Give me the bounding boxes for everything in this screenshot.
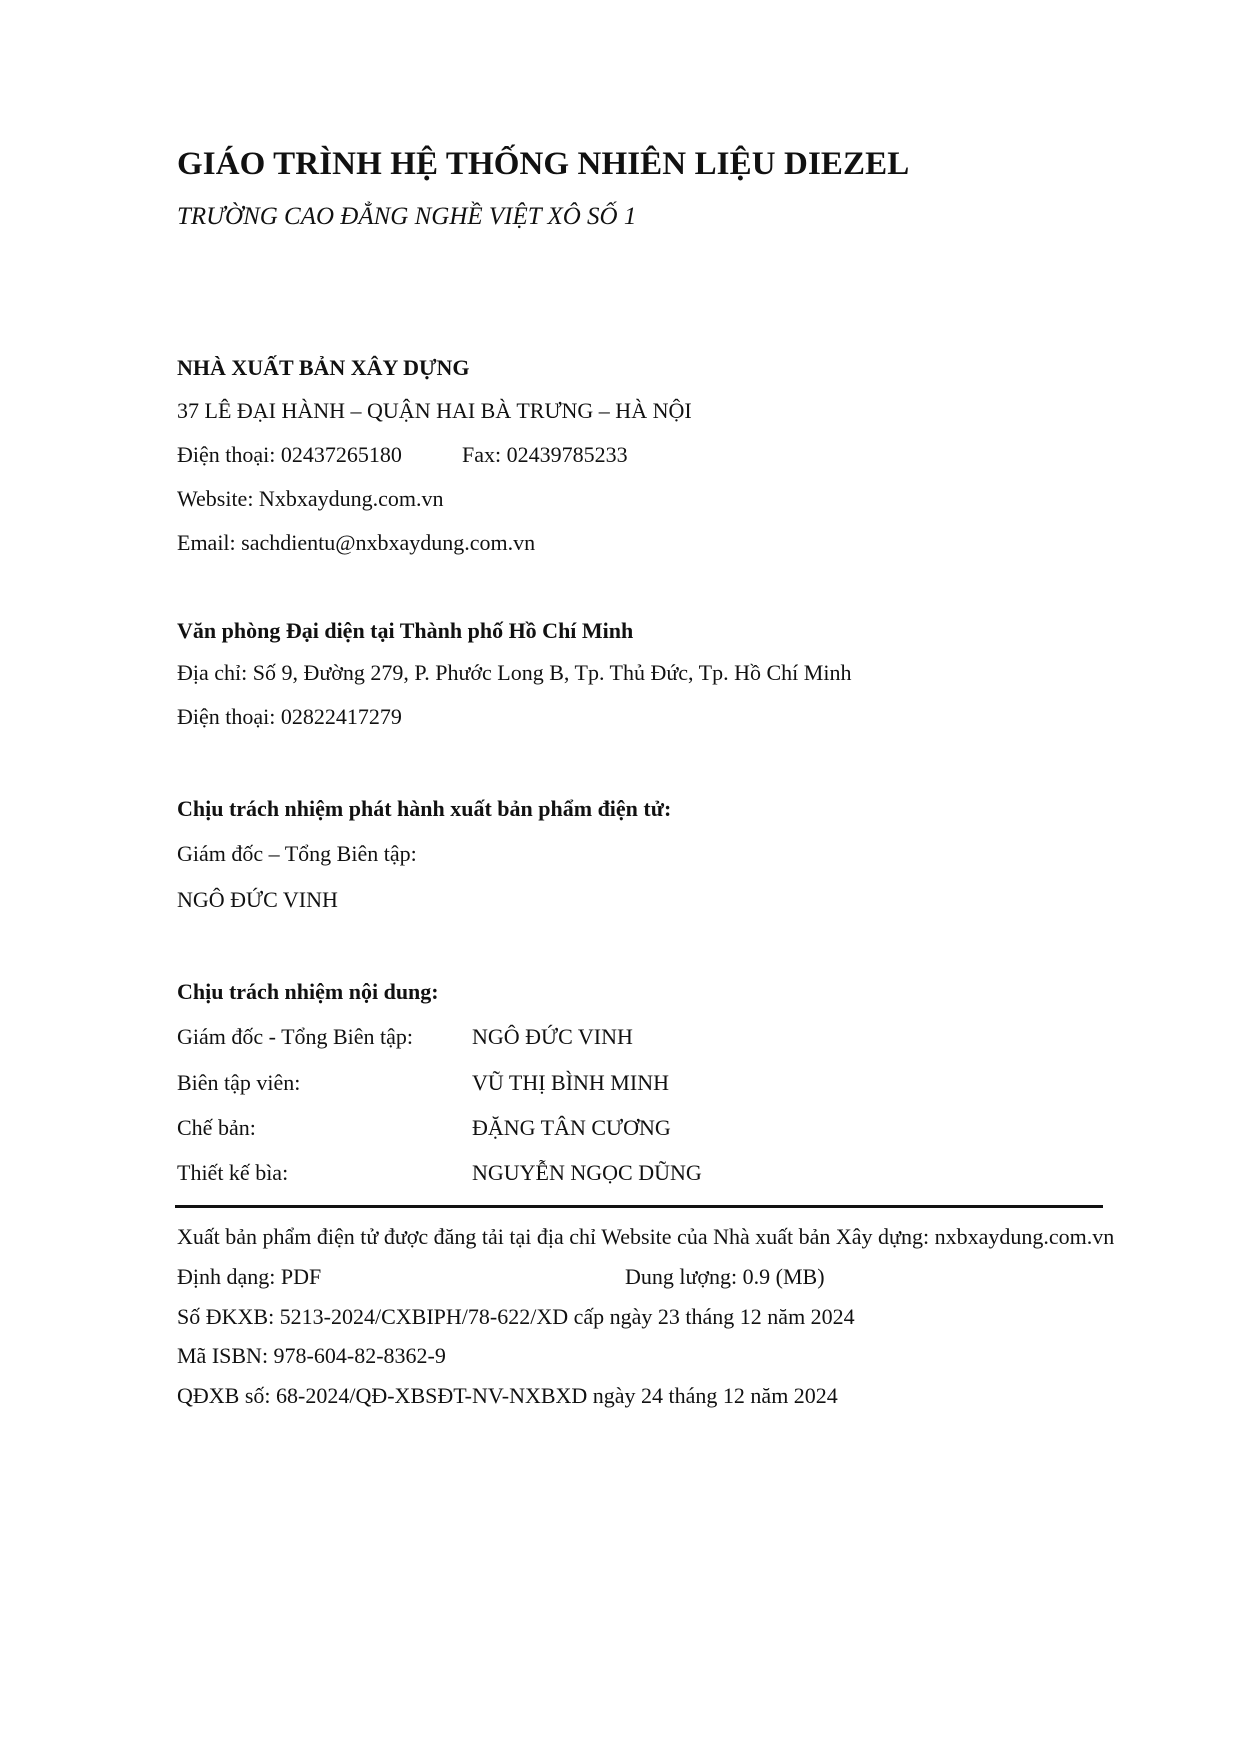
book-subtitle: TRƯỜNG CAO ĐẲNG NGHỀ VIỆT XÔ SỐ 1	[177, 203, 637, 230]
credit-person: NGÔ ĐỨC VINH	[472, 1024, 633, 1049]
distribution-person: NGÔ ĐỨC VINH	[177, 887, 338, 912]
hcm-office-heading: Văn phòng Đại diện tại Thành phố Hồ Chí Minh	[177, 618, 634, 643]
publisher-fax: Fax: 02439785233	[462, 442, 628, 467]
distribution-role: Giám đốc – Tổng Biên tập:	[177, 841, 417, 866]
publisher-phone: Điện thoại: 02437265180	[177, 442, 402, 467]
file-format: Định dạng: PDF	[177, 1264, 322, 1289]
file-size: Dung lượng: 0.9 (MB)	[625, 1264, 825, 1289]
divider-line	[175, 1205, 1103, 1208]
credit-person: VŨ THỊ BÌNH MINH	[472, 1070, 669, 1095]
registration-number: Số ĐKXB: 5213-2024/CXBIPH/78-622/XD cấp ngày 23 tháng 12 năm 2024	[177, 1304, 855, 1329]
isbn: Mã ISBN: 978-604-82-8362-9	[177, 1343, 446, 1368]
publisher-name: NHÀ XUẤT BẢN XÂY DỰNG	[177, 355, 470, 380]
book-title: GIÁO TRÌNH HỆ THỐNG NHIÊN LIỆU DIEZEL	[177, 146, 910, 182]
website-note: Xuất bản phẩm điện tử được đăng tải tại địa chỉ Website của Nhà xuất bản Xây dựng: nxbxaydung.com.vn	[177, 1224, 1115, 1249]
distribution-heading: Chịu trách nhiệm phát hành xuất bản phẩm điện tử:	[177, 796, 672, 821]
credit-role: Giám đốc - Tổng Biên tập:	[177, 1024, 414, 1049]
credit-role: Chế bản:	[177, 1115, 256, 1140]
credit-person: ĐẶNG TÂN CƯƠNG	[472, 1115, 671, 1140]
publisher-website: Website: Nxbxaydung.com.vn	[177, 486, 444, 511]
publisher-address: 37 LÊ ĐẠI HÀNH – QUẬN HAI BÀ TRƯNG – HÀ NỘI	[177, 398, 692, 423]
hcm-office-address: Địa chỉ: Số 9, Đường 279, P. Phước Long B, Tp. Thủ Đức, Tp. Hồ Chí Minh	[177, 660, 852, 685]
hcm-office-phone: Điện thoại: 02822417279	[177, 704, 402, 729]
credit-role: Thiết kế bìa:	[177, 1160, 289, 1185]
credit-role: Biên tập viên:	[177, 1070, 301, 1095]
content-responsibility-heading: Chịu trách nhiệm nội dung:	[177, 979, 439, 1004]
publisher-email: Email: sachdientu@nxbxaydung.com.vn	[177, 530, 536, 555]
publishing-decision: QĐXB số: 68-2024/QĐ-XBSĐT-NV-NXBXD ngày 24 tháng 12 năm 2024	[177, 1383, 838, 1408]
credit-person: NGUYỄN NGỌC DŨNG	[472, 1160, 702, 1185]
